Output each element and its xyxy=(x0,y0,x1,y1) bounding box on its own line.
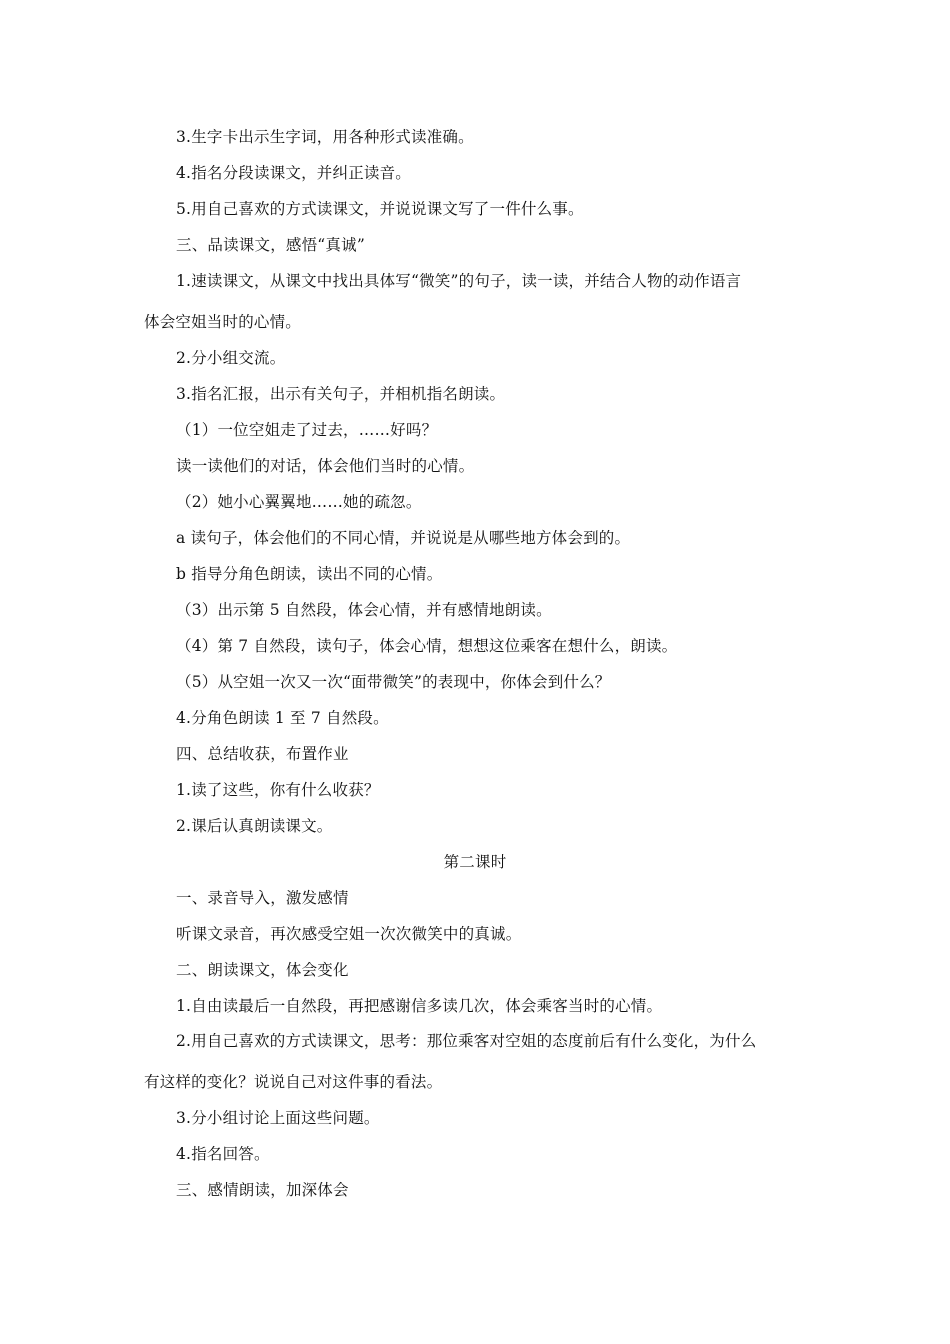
text-line: 2.用自己喜欢的方式读课文，思考：那位乘客对空姐的态度前后有什么变化，为什么 xyxy=(176,1032,757,1050)
text-line: （1）一位空姐走了过去，……好吗？ xyxy=(176,421,438,439)
text-line: 4.分角色朗读 1 至 7 自然段。 xyxy=(176,709,389,727)
text-line: （5）从空姐一次又一次“面带微笑”的表现中，你体会到什么？ xyxy=(176,673,611,691)
text-line: b 指导分角色朗读，读出不同的心情。 xyxy=(176,565,443,583)
text-line: 2.分小组交流。 xyxy=(176,349,286,367)
section-heading: 三、感情朗读，加深体会 xyxy=(176,1181,349,1199)
text-line: （4）第 7 自然段，读句子，体会心情，想想这位乘客在想什么，朗读。 xyxy=(176,637,678,655)
text-line: 听课文录音，再次感受空姐一次次微笑中的真诚。 xyxy=(176,925,522,943)
text-line: 读一读他们的对话，体会他们当时的心情。 xyxy=(176,457,475,475)
text-line: 4.指名分段读课文，并纠正读音。 xyxy=(176,164,411,182)
text-line: （2）她小心翼翼地……她的疏忽。 xyxy=(176,493,422,511)
text-line: a 读句子，体会他们的不同心情，并说说是从哪些地方体会到的。 xyxy=(176,529,631,547)
text-line: 4.指名回答。 xyxy=(176,1145,270,1163)
text-line: 1.速读课文，从课文中找出具体写“微笑”的句子，读一读，并结合人物的动作语言 xyxy=(176,272,742,290)
text-line: 1.读了这些，你有什么收获？ xyxy=(176,781,380,799)
section-heading: 三、品读课文，感悟“真诚” xyxy=(176,236,365,254)
text-line: （3）出示第 5 自然段，体会心情，并有感情地朗读。 xyxy=(176,601,552,619)
text-line: 2.课后认真朗读课文。 xyxy=(176,817,333,835)
lesson-title: 第二课时 xyxy=(443,853,507,871)
text-line: 有这样的变化？说说自己对这件事的看法。 xyxy=(144,1073,443,1091)
section-heading: 一、录音导入，激发感情 xyxy=(176,889,349,907)
text-line: 体会空姐当时的心情。 xyxy=(144,313,302,331)
text-line: 3.指名汇报，出示有关句子，并相机指名朗读。 xyxy=(176,385,506,403)
text-line: 1.自由读最后一自然段，再把感谢信多读几次，体会乘客当时的心情。 xyxy=(176,997,663,1015)
section-heading: 四、总结收获，布置作业 xyxy=(176,745,349,763)
text-line: 3.分小组讨论上面这些问题。 xyxy=(176,1109,380,1127)
text-line: 3.生字卡出示生字词，用各种形式读准确。 xyxy=(176,128,474,146)
text-line: 5.用自己喜欢的方式读课文，并说说课文写了一件什么事。 xyxy=(176,200,584,218)
section-heading: 二、朗读课文，体会变化 xyxy=(176,961,349,979)
